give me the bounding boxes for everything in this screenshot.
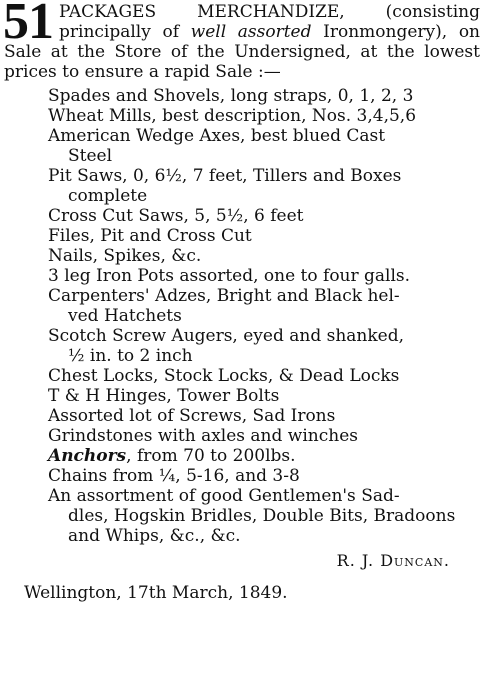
list-item-italic-text: Anchors bbox=[48, 446, 127, 466]
list-item-text bbox=[48, 166, 480, 186]
merchandise-list bbox=[0, 86, 480, 546]
list-item bbox=[0, 406, 480, 426]
list-item-text-main: Chains from ¼, 5-16, and 3-8 bbox=[48, 466, 300, 486]
list-item-text bbox=[48, 266, 480, 286]
list-item-continuation: Steel bbox=[68, 146, 113, 166]
list-item-continuation: ½ in. to 2 inch bbox=[68, 346, 193, 366]
list-item bbox=[0, 86, 480, 106]
dateline: Wellington, 17th March, 1849. bbox=[24, 583, 288, 603]
headline-paragraph bbox=[4, 0, 480, 82]
list-item-text bbox=[48, 386, 480, 406]
list-item-text-main: Wheat Mills, best description, Nos. 3,4,5,6 bbox=[48, 106, 417, 126]
list-item-text bbox=[48, 206, 480, 226]
list-item-text-main: Grindstones with axles and winches bbox=[48, 426, 358, 446]
list-item-text-main: Cross Cut Saws, 5, 5½, 6 feet bbox=[48, 206, 304, 226]
list-item-text bbox=[48, 446, 480, 466]
list-item bbox=[0, 266, 480, 286]
list-item-continuation: ved Hatchets bbox=[68, 306, 182, 326]
list-item bbox=[0, 286, 480, 326]
list-item-text bbox=[48, 226, 480, 246]
list-item bbox=[0, 206, 480, 226]
list-item-text-main: Carpenters' Adzes, Bright and Black hel- bbox=[48, 286, 400, 306]
list-item-text bbox=[48, 106, 480, 126]
list-item-continuation: dles, Hogskin Bridles, Double Bits, Bradoons and Whips, &c., &c. bbox=[68, 506, 456, 546]
lot-number: 51 bbox=[3, 0, 53, 50]
list-item-text-main: Files, Pit and Cross Cut bbox=[48, 226, 252, 246]
list-item bbox=[0, 386, 480, 406]
list-item bbox=[0, 326, 480, 366]
list-item-text bbox=[48, 406, 480, 426]
list-item-text bbox=[48, 486, 480, 506]
list-item-text bbox=[48, 326, 480, 346]
list-item-text bbox=[48, 366, 480, 386]
headline-italic-text: well assorted bbox=[190, 22, 312, 42]
list-item-text bbox=[48, 426, 480, 446]
list-item-text bbox=[48, 246, 480, 266]
list-item-text-main: Pit Saws, 0, 6½, 7 feet, Tillers and Boxes bbox=[48, 166, 402, 186]
list-item-text bbox=[48, 86, 480, 106]
list-item-text-main: T & H Hinges, Tower Bolts bbox=[48, 386, 280, 406]
list-item-text bbox=[48, 286, 480, 306]
list-item bbox=[0, 106, 480, 126]
list-item bbox=[0, 486, 480, 546]
list-item bbox=[0, 426, 480, 446]
headline-text-end: Ironmongery), on Sale at the Store of the Undersigned, at the lowest prices to ensure a rapid Sale :— bbox=[4, 22, 480, 82]
list-item-text-main: Spades and Shovels, long straps, 0, 1, 2, 3 bbox=[48, 86, 414, 106]
headline-text-start: PACKAGES MERCHANDIZE, (consisting principally of bbox=[59, 2, 480, 42]
list-item bbox=[0, 466, 480, 486]
signature: R. J. Duncan. bbox=[336, 551, 450, 570]
list-item-text-main: Chest Locks, Stock Locks, & Dead Locks bbox=[48, 366, 400, 386]
list-item bbox=[0, 366, 480, 386]
list-item bbox=[0, 226, 480, 246]
list-item-text-main: Nails, Spikes, &c. bbox=[48, 246, 202, 266]
list-item-text-main: 3 leg Iron Pots assorted, one to four galls. bbox=[48, 266, 411, 286]
list-item bbox=[0, 166, 480, 206]
list-item-text bbox=[48, 466, 480, 486]
list-item-text bbox=[48, 126, 480, 146]
list-item-text-main: American Wedge Axes, best blued Cast bbox=[48, 126, 386, 146]
list-item-text-main: , from 70 to 200lbs. bbox=[126, 446, 296, 466]
list-item bbox=[0, 446, 480, 466]
list-item-text-main: Assorted lot of Screws, Sad Irons bbox=[48, 406, 336, 426]
list-item bbox=[0, 126, 480, 166]
list-item bbox=[0, 246, 480, 266]
list-item-text-main: An assortment of good Gentlemen's Sad- bbox=[48, 486, 400, 506]
list-item-continuation: complete bbox=[68, 186, 148, 206]
list-item-text-main: Scotch Screw Augers, eyed and shanked, bbox=[48, 326, 405, 346]
